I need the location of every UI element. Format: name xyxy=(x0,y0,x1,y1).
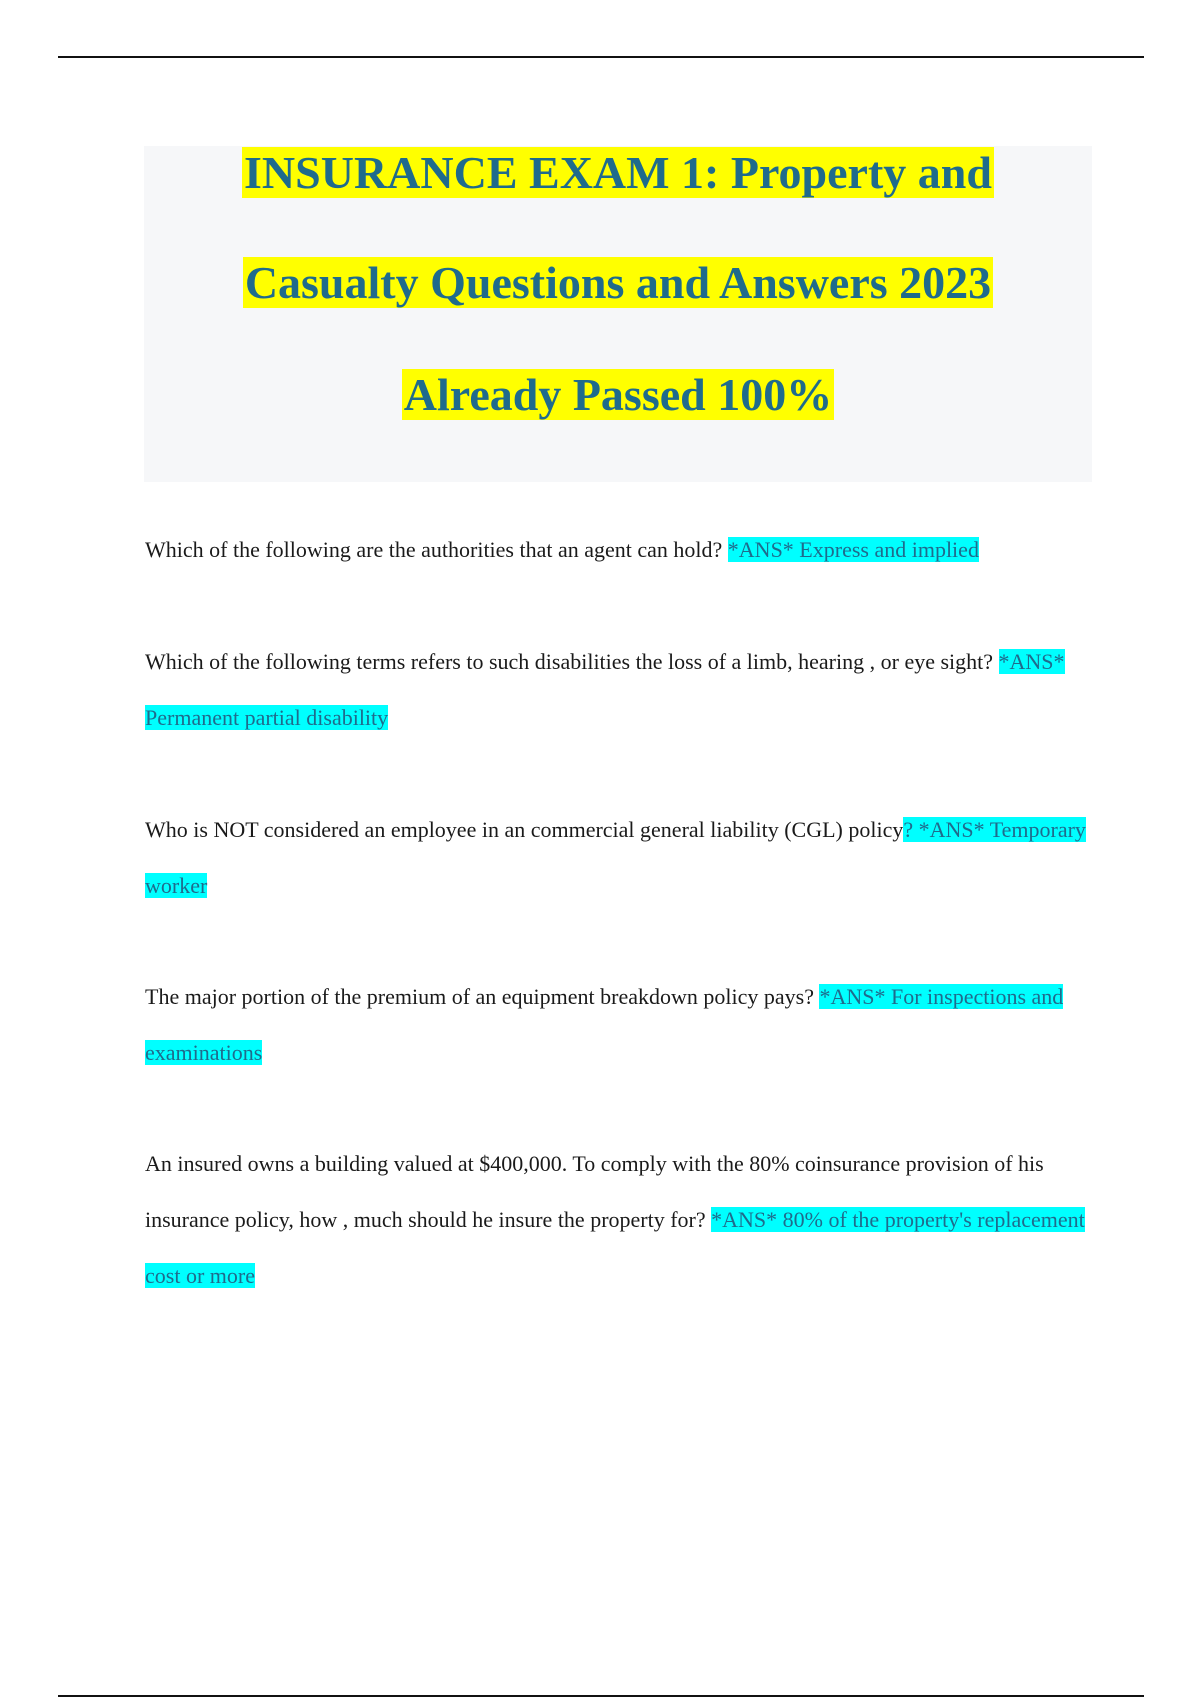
question-text: An insured owns a building valued at $400,000. To comply with the 80% coinsurance provision of his insurance policy, how , much should he insure the property for? xyxy=(145,1151,1044,1232)
top-rule xyxy=(58,56,1144,58)
bottom-rule xyxy=(58,1695,1144,1697)
qa-item xyxy=(145,634,1090,746)
qa-item xyxy=(145,802,1090,914)
document-title-line-2: Casualty Questions and Answers 2023 xyxy=(244,257,992,308)
question-text: Who is NOT considered an employee in an commercial general liability (CGL) policy xyxy=(145,817,904,842)
answer-text: ? *ANS* Temporary worker xyxy=(145,817,1086,898)
question-text: Which of the following are the authorities that an agent can hold? xyxy=(145,537,728,562)
answer-text: *ANS* Permanent partial disability xyxy=(145,649,1065,730)
qa-item xyxy=(145,522,1090,578)
question-text: The major portion of the premium of an equipment breakdown policy pays? xyxy=(145,984,820,1009)
document-title-line-1: INSURANCE EXAM 1: Property and xyxy=(244,147,992,198)
document-title-block xyxy=(144,146,1092,482)
document-title-line-3: Already Passed 100% xyxy=(403,369,833,420)
answer-text: *ANS* Express and implied xyxy=(727,537,979,562)
answer-text: *ANS* For inspections and examinations xyxy=(145,984,1064,1065)
qa-item xyxy=(145,969,1090,1081)
answer-text: *ANS* 80% of the property's replacement cost or more xyxy=(145,1207,1085,1288)
qa-item xyxy=(145,1136,1090,1304)
question-text: Which of the following terms refers to such disabilities the loss of a limb, hearing , or eye sight? xyxy=(145,649,999,674)
